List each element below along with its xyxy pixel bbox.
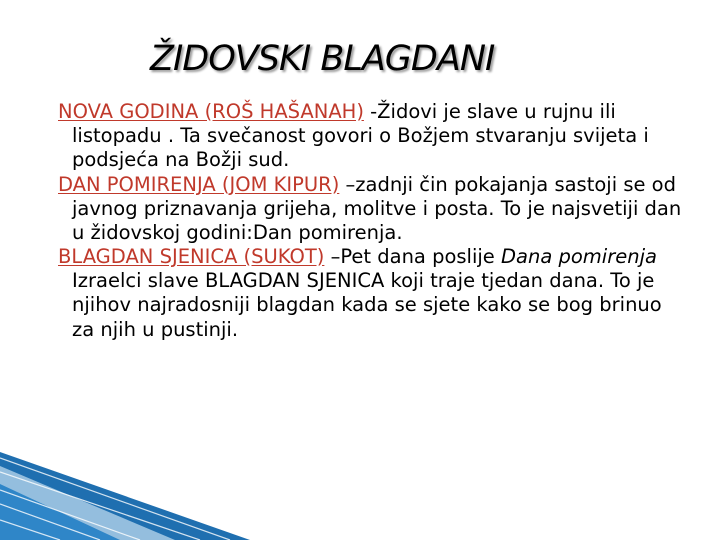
term-sukkot: BLAGDAN SJENICA (SUKOT) bbox=[58, 245, 325, 269]
italic-phrase: Dana pomirenja bbox=[501, 245, 657, 269]
slide-body bbox=[58, 100, 688, 342]
term-rosh-hashanah: NOVA GODINA (ROŠ HAŠANAH) bbox=[58, 100, 364, 123]
corner-decoration bbox=[0, 440, 250, 540]
paragraph-sukkot bbox=[58, 245, 688, 342]
paragraph-text: –Pet dana poslije bbox=[324, 245, 501, 269]
slide-title: ŽIDOVSKI BLAGDANI bbox=[150, 39, 495, 79]
paragraph-text: Izraelci slave BLAGDAN SJENICA koji traje tjedan dana. To je njihov najradosniji blagdan kada se sjete kako se bog brinuo za njih u pustinji. bbox=[72, 269, 662, 341]
term-yom-kippur: DAN POMIRENJA (JOM KIPUR) bbox=[58, 172, 340, 196]
paragraph-rosh-hashanah bbox=[58, 100, 688, 173]
paragraph-yom-kippur bbox=[58, 173, 688, 246]
paragraph-text: –zadnji čin pokajanja sastoji se od javnog priznavanja grijeha, molitve i posta. To je najsvetiji dan u židovskoj godini:Dan pomirenja. bbox=[72, 172, 682, 244]
paragraph-text: -Židovi je slave u rujnu ili listopadu . Ta svečanost govori o Božjem stvaranju svijeta i podsjeća na Božji sud. bbox=[72, 100, 649, 172]
